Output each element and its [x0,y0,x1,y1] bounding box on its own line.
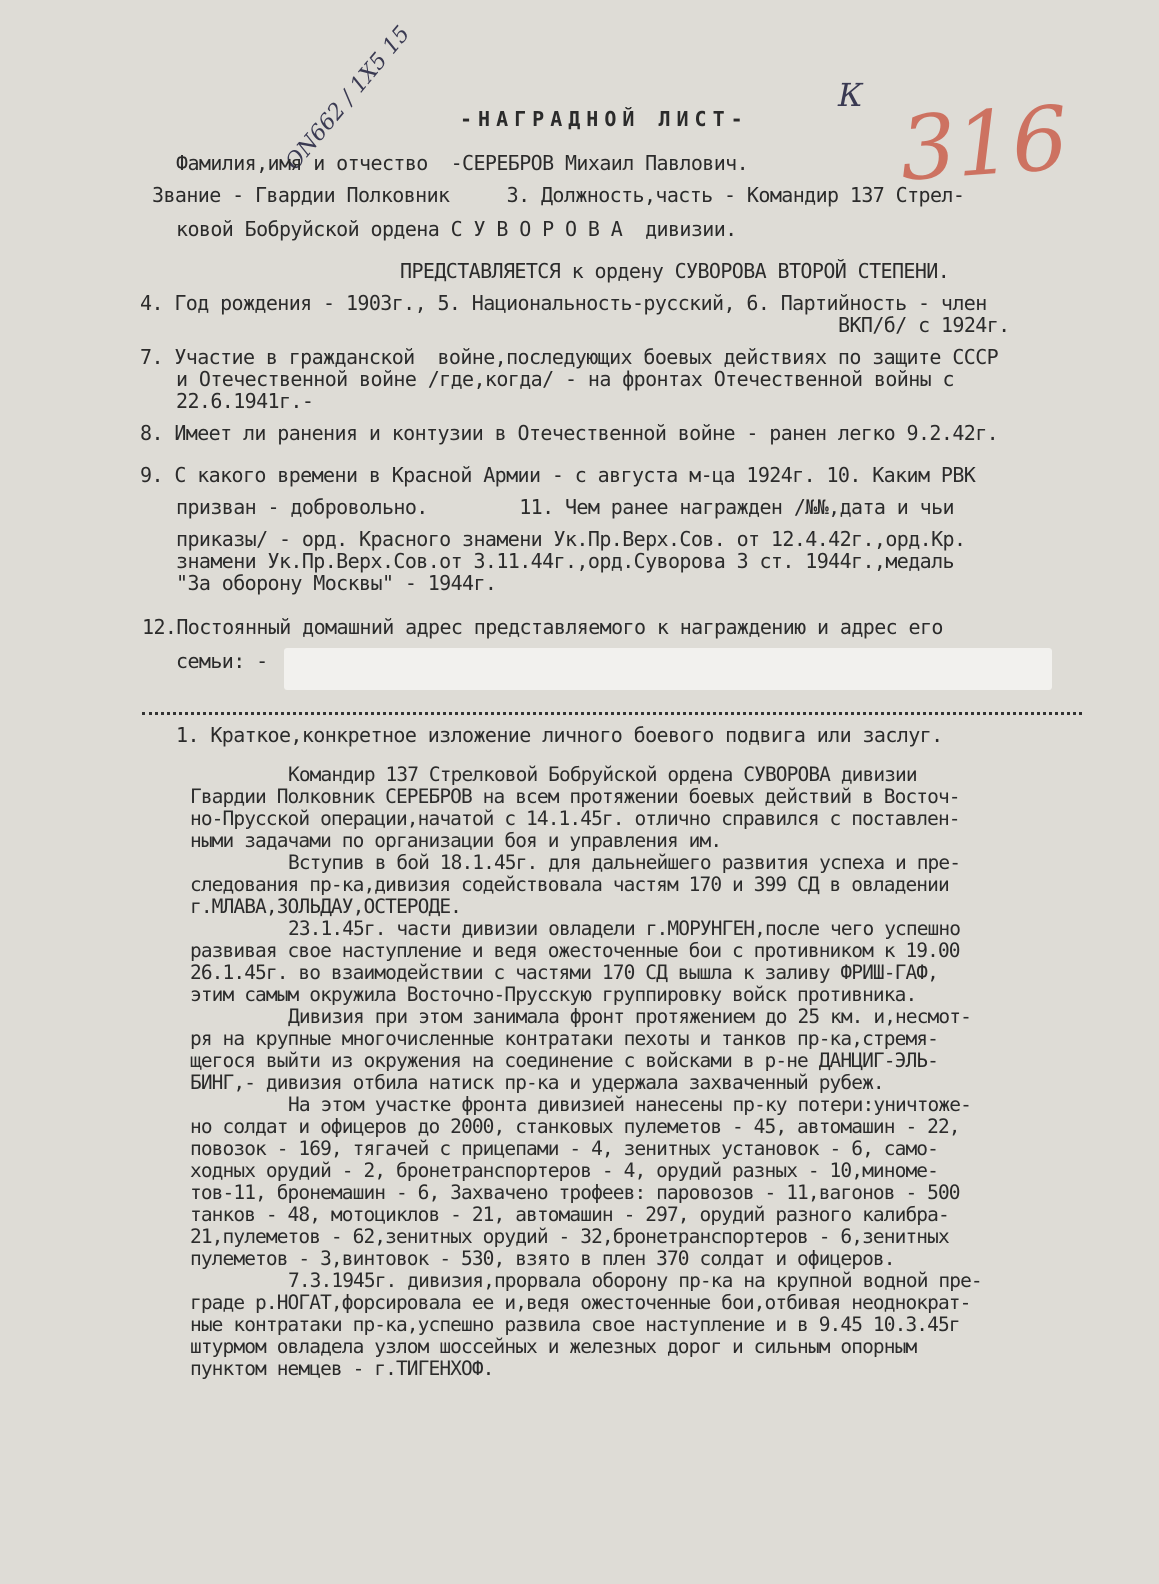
body-line: 7.3.1945г. дивизия,прорвала оборону пр-ка на крупной водной пре- [288,1269,982,1292]
field-war-participation-cont: и Отечественной войне /где,когда/ - на фронтах Отечественной войны с [176,367,954,391]
document-title: -НАГРАДНОЙ ЛИСТ- [460,107,749,131]
body-line: Гвардии Полковник СЕРЕБРОВ на всем протяжении боевых действий в Восточ- [190,785,960,808]
field-wounds: 8. Имеет ли ранения и контузии в Отечественной войне - ранен легко 9.2.42г. [140,421,999,445]
body-line: танков - 48, мотоциклов - 21, автомашин - 297, орудий разного калибра- [190,1203,949,1226]
body-line: повозок - 169, тягачей с прицепами - 4, зенитных установок - 6, само- [190,1137,938,1160]
body-line: тов-11, бронемашин - 6, Захвачено трофеев: паровозов - 11,вагонов - 500 [190,1181,960,1204]
field-war-participation: 7. Участие в гражданской войне,последующих боевых действиях по защите СССР [140,345,999,369]
field-birth-nationality-party: 4. Год рождения - 1903г., 5. Национальность-русский, 6. Партийность - член [140,291,987,315]
body-line: граде р.НОГАТ,форсировала ее и,ведя ожесточенные бои,отбивая неоднократ- [190,1291,971,1314]
body-line: следования пр-ка,дивизия содействовала частям 170 и 399 СД в овладении [190,873,949,896]
section-divider [142,712,1082,715]
body-line: г.МЛАВА,ЗОЛЬДАУ,ОСТЕРОДЕ. [190,895,461,918]
archive-handwritten-mark: ОN662 / 1Х5 15 [280,21,416,176]
body-line: щегося выйти из окружения на соединение с войсками в р-не ДАНЦИГ-ЭЛЬ- [190,1049,938,1072]
field-drafted-awards: призван - добровольно. 11. Чем ранее награжден /№№,дата и чьи [176,495,954,519]
field-awards-list-end: "За оборону Москвы" - 1944г. [176,571,497,595]
field-family-address: семьи: - [176,649,268,673]
body-line: БИНГ,- дивизия отбила натиск пр-ка и удержала захваченный рубеж. [190,1071,884,1094]
body-line: На этом участке фронта дивизией нанесены пр-ку потери:уничтоже- [288,1093,971,1116]
field-home-address: 12.Постоянный домашний адрес представляемого к награждению и адрес его [142,615,943,639]
body-line: ные контратаки пр-ка,успешно развила свое наступление и в 9.45 10.3.45г [190,1313,960,1336]
body-line: ными задачами по организации боя и управления им. [190,829,722,852]
handwritten-letter-mark: К [838,76,863,114]
body-line: Дивизия при этом занимала фронт протяжением до 25 км. и,несмот- [288,1005,971,1028]
field-war-participation-date: 22.6.1941г.- [176,389,314,413]
body-line: 23.1.45г. части дивизии овладели г.МОРУНГЕН,после чего успешно [288,917,961,940]
section-heading: 1. Краткое,конкретное изложение личного боевого подвига или заслуг. [176,723,943,747]
body-line: 21,пулеметов - 62,зенитных орудий - 32,бронетранспортеров - 6,зенитных [190,1225,949,1248]
field-army-since: 9. С какого времени в Красной Армии - с августа м-ца 1924г. 10. Каким РВК [140,463,976,487]
redacted-address-block [284,648,1052,690]
field-awards-list-cont: знамени Ук.Пр.Верх.Сов.от 3.11.44г.,орд.Суворова 3 ст. 1944г.,медаль [176,549,954,573]
field-position-cont: ковой Бобруйской ордена С У В О Р О В А дивизии. [176,217,737,241]
field-full-name: Фамилия,имя и отчество -СЕРЕБРОВ Михаил Павлович. [176,151,749,175]
field-nominated-for: ПРЕДСТАВЛЯЕТСЯ к ордену СУВОРОВА ВТОРОЙ СТЕПЕНИ. [400,259,950,283]
body-line: Командир 137 Стрелковой Бобруйской ордена СУВОРОВА дивизии [288,763,917,786]
body-line: штурмом овладела узлом шоссейных и железных дорог и сильным опорным [190,1335,917,1358]
handwritten-red-number: 316 [896,86,1072,201]
body-line: 26.1.45г. во взаимодействии с частями 170 СД вышла к заливу ФРИШ-ГАФ, [190,961,938,984]
body-line: развивая свое наступление и ведя ожесточенные бои с противником к 19.00 [190,939,960,962]
body-line: но-Прусской операции,начатой с 14.1.45г. отлично справился с поставлен- [190,807,960,830]
field-awards-list: приказы/ - орд. Красного знамени Ук.Пр.Верх.Сов. от 12.4.42г.,орд.Кр. [176,527,966,551]
body-line: ходных орудий - 2, бронетранспортеров - 4, орудий разных - 10,миноме- [190,1159,938,1182]
body-line: пунктом немцев - г.ТИГЕНХОФ. [190,1357,494,1380]
body-line: этим самым окружила Восточно-Прусскую группировку войск противника. [190,983,917,1006]
body-line: но солдат и офицеров до 2000, станковых пулеметов - 45, автомашин - 22, [190,1115,960,1138]
body-line: Вступив в бой 18.1.45г. для дальнейшего развития успеха и пре- [288,851,961,874]
field-party-cont: ВКП/б/ с 1924г. [838,313,1010,337]
field-rank-position: Звание - Гвардии Полковник 3. Должность,часть - Командир 137 Стрел- [152,183,965,207]
body-line: пулеметов - 3,винтовок - 530, взято в плен 370 солдат и офицеров. [190,1247,895,1270]
body-line: ря на крупные многочисленные контратаки пехоты и танков пр-ка,стремя- [190,1027,938,1050]
